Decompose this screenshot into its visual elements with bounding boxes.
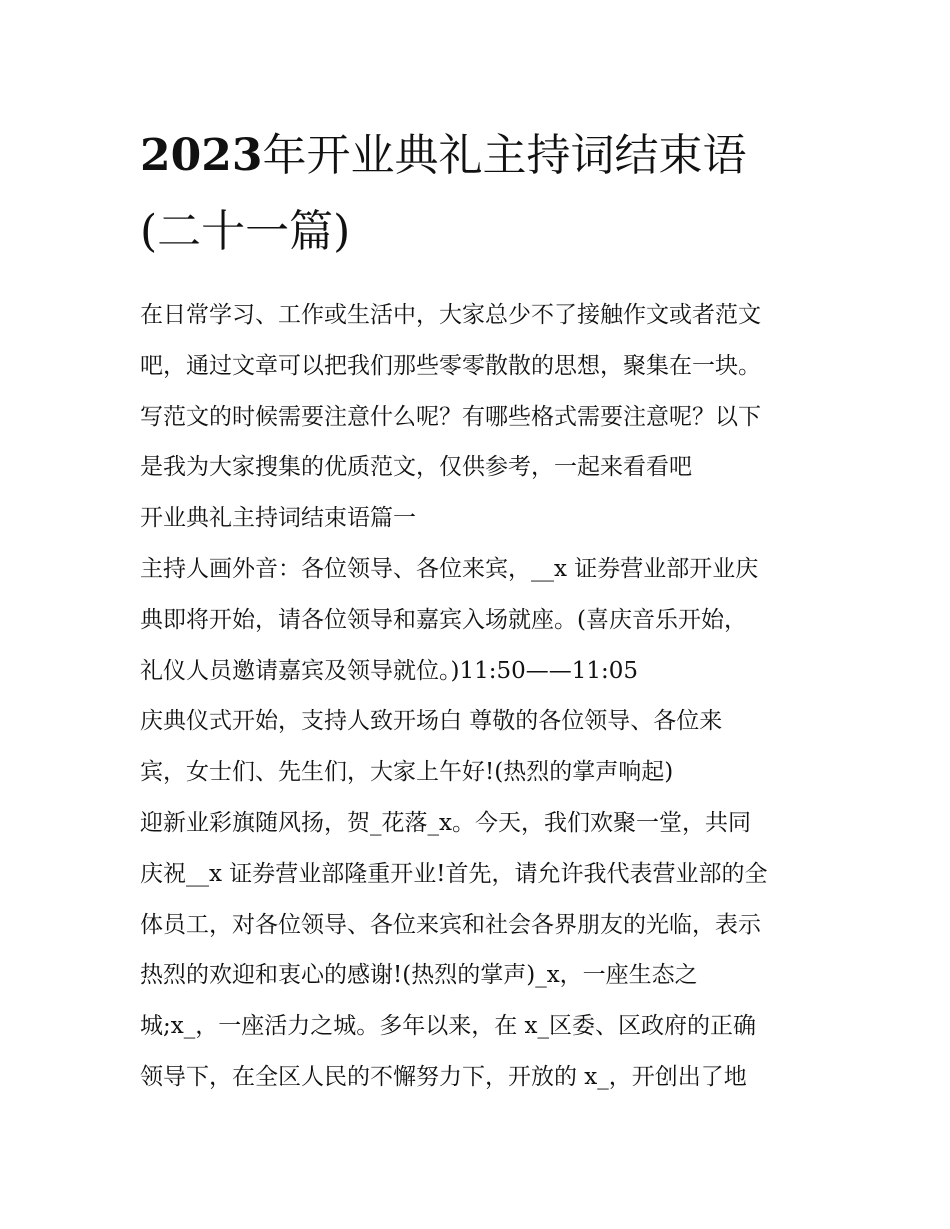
title-line-2: (二十一篇) — [140, 206, 351, 257]
text-line: 体员工，对各位领导、各位来宾和社会各界朋友的光临，表示 — [140, 911, 761, 938]
text-line: 吧，通过文章可以把我们那些零零散散的思想，聚集在一块。 — [140, 352, 761, 379]
paragraph-opening — [140, 696, 820, 798]
document-page — [140, 118, 820, 1103]
text-line: 庆祝__x 证券营业部隆重开业!首先，请允许我代表营业部的全 — [140, 860, 768, 887]
paragraph-intro — [140, 290, 820, 493]
text-line: 开业典礼主持词结束语篇一 — [140, 505, 416, 532]
text-line: 写范文的时候需要注意什么呢？有哪些格式需要注意呢？以下 — [140, 403, 761, 430]
title-line-1 — [140, 118, 820, 194]
text-line: 在日常学习、工作或生活中，大家总少不了接触作文或者范文 — [140, 302, 761, 328]
text-line: 主持人画外音：各位领导、各位来宾，__x 证券营业部开业庆 — [140, 555, 759, 582]
text-line: 庆典仪式开始，支持人致开场白 尊敬的各位领导、各位来 — [140, 708, 723, 735]
title-line-1-rest: 年开业典礼主持词结束语 — [262, 130, 747, 181]
paragraph-host-voiceover — [140, 544, 820, 696]
text-line: 领导下，在全区人民的不懈努力下，开放的 x_，开创出了地 — [140, 1063, 747, 1090]
text-line: 城;x_，一座活力之城。多年以来，在 x_区委、区政府的正确 — [140, 1013, 757, 1040]
text-line: 宾，女士们、先生们，大家上午好!(热烈的掌声响起) — [140, 759, 674, 786]
document-title — [140, 118, 820, 270]
text-line: 典即将开始，请各位领导和嘉宾入场就座。(喜庆音乐开始， — [140, 606, 747, 633]
paragraph-welcome — [140, 798, 820, 1103]
text-line: 礼仪人员邀请嘉宾及领导就位。)11:50——11:05 — [140, 657, 639, 684]
text-line: 是我为大家搜集的优质范文，仅供参考，一起来看看吧 — [140, 454, 692, 481]
document-body — [140, 290, 820, 1103]
section-heading — [140, 493, 820, 544]
text-line: 热烈的欢迎和衷心的感谢!(热烈的掌声)_x，一座生态之 — [140, 962, 698, 989]
title-year: 2023 — [140, 130, 263, 181]
text-line: 迎新业彩旗随风扬，贺_花落_x。今天，我们欢聚一堂，共同 — [140, 809, 751, 836]
